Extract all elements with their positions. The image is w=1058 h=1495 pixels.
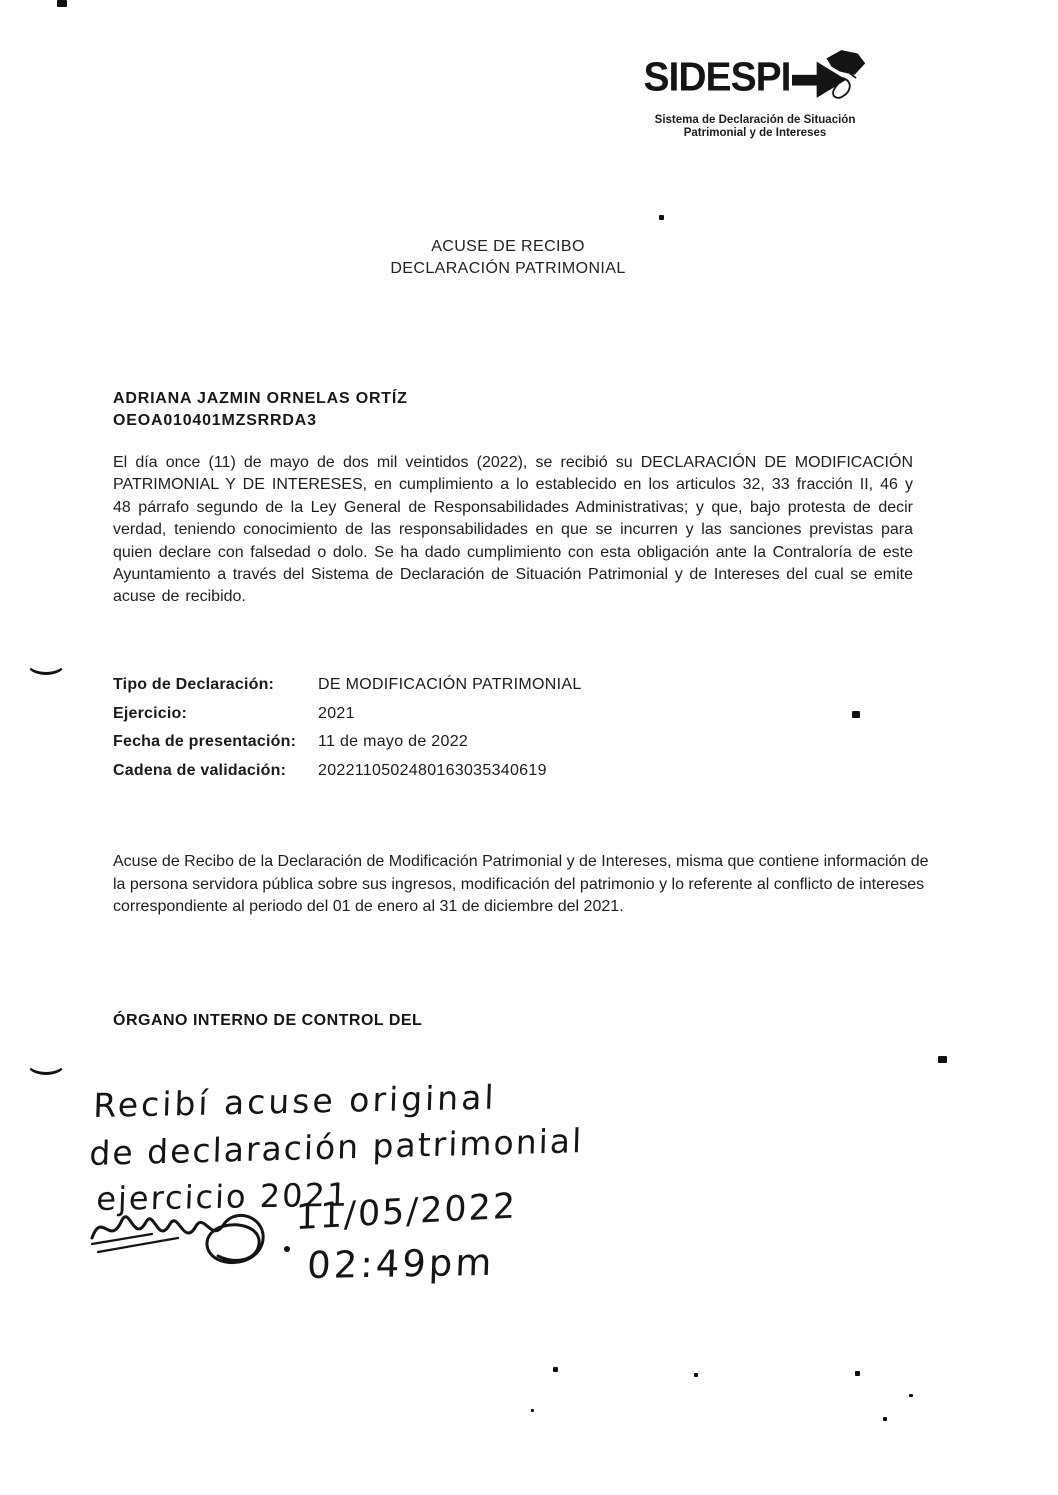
detail-value: 11 de mayo de 2022 [318, 733, 469, 751]
detail-value: 2021 [318, 704, 355, 722]
recipient-block [113, 388, 408, 432]
scan-curve-mark [26, 650, 66, 675]
logo-brand-text: SIDESPI [643, 54, 791, 101]
title-line1: ACUSE DE RECIBO [431, 238, 585, 255]
handwritten-line2: de declaración patrimonial [88, 1121, 584, 1174]
document-title [390, 236, 625, 280]
scan-speck [553, 1367, 558, 1372]
detail-label: Ejercicio: [113, 704, 188, 722]
scan-curve-mark [26, 1050, 66, 1075]
scan-speck [883, 1417, 887, 1421]
detail-row-ejercicio [113, 705, 582, 734]
detail-label: Fecha de presentación: [113, 733, 297, 751]
office-heading: ÓRGANO INTERNO DE CONTROL DEL [113, 1012, 423, 1029]
logo-tagline-line1: Sistema de Declaración de Situación [654, 114, 856, 126]
arrow-right-map-icon [792, 50, 866, 112]
scan-speck [531, 1409, 534, 1412]
body-paragraph: El día once (11) de mayo de dos mil veintidos (2022), se recibió su DECLARACIÓN DE MODIFICACIÓN PATRIMONIAL Y DE INTERESES, en cumplimiento a lo establecido en los articulos 32, 33 fracción II, 46 y 48 párrafo segundo de la Ley General de Responsabilidades Administrativas; y que, bajo protesta de decir verdad, teniendo conocimiento de las responsabilidades en que se incurren y las sanciones previstas para quien declare con falsedad o dolo. Se ha dado cumplimiento con esta obligación ante la Contraloría de este Ayuntamiento a través del Sistema de Declaración de Situación Patrimonial y de Intereses del cual se emite acuse de recibido. [113, 454, 913, 606]
logo-tagline [610, 114, 900, 140]
logo-brand-row [610, 54, 900, 112]
scan-speck [659, 215, 664, 220]
signature-scribble [88, 1204, 288, 1276]
handwritten-time: 02:49pm [306, 1240, 496, 1288]
handwritten-line3: ejercicio 2021 [95, 1175, 350, 1219]
handwritten-line1: Recibí acuse original [92, 1077, 498, 1126]
logo-tagline-line2: Patrimonial y de Intereses [683, 127, 827, 139]
detail-label: Cadena de validación: [113, 761, 287, 779]
detail-row-tipo [113, 676, 582, 705]
scan-speck [938, 1056, 947, 1063]
title-line2: DECLARACIÓN PATRIMONIAL [390, 260, 626, 277]
detail-label: Tipo de Declaración: [113, 676, 275, 693]
handwritten-period-dot [284, 1246, 290, 1252]
handwritten-date: 11/05/2022 [295, 1186, 518, 1239]
detail-row-cadena [113, 762, 582, 791]
scan-speck [852, 711, 860, 718]
declaration-details [113, 676, 582, 790]
sidespi-logo [610, 54, 900, 140]
scan-speck [909, 1394, 913, 1397]
recipient-name: ADRIANA JAZMIN ORNELAS ORTÍZ [113, 390, 408, 407]
detail-value: 2022110502480163035340619 [318, 761, 547, 779]
scan-speck [855, 1371, 860, 1376]
scan-speck [57, 0, 67, 7]
summary-paragraph: Acuse de Recibo de la Declaración de Modificación Patrimonial y de Intereses, misma que contiene información de la persona servidora pública sobre sus ingresos, modificación del patrimonio y lo referente al conflicto de intereses correspondiente al periodo del 01 de enero al 31 de diciembre del 2021. [113, 853, 929, 916]
detail-row-fecha [113, 733, 582, 762]
recipient-curp: OEOA010401MZSRRDA3 [113, 412, 317, 429]
scan-speck [694, 1373, 698, 1377]
detail-value: DE MODIFICACIÓN PATRIMONIAL [318, 676, 582, 693]
